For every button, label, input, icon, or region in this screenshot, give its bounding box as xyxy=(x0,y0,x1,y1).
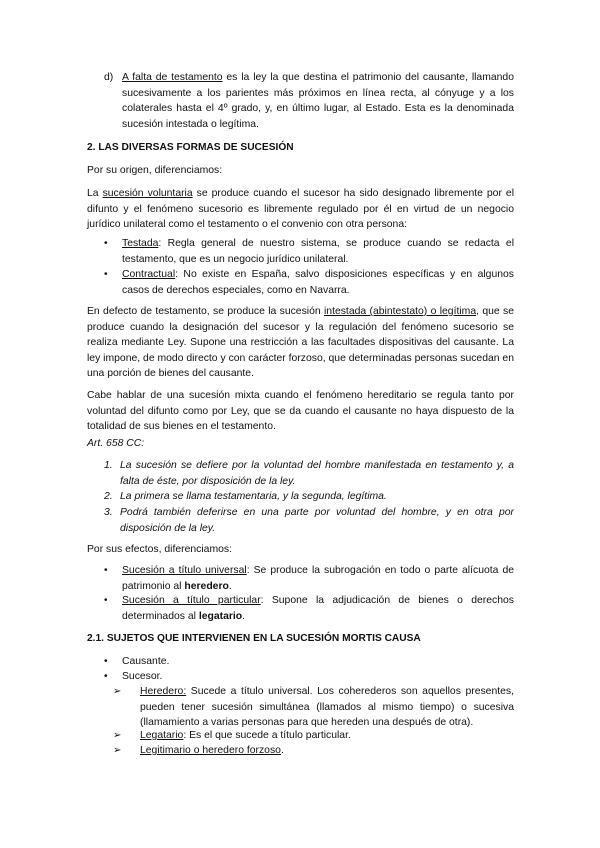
bullet-icon: • xyxy=(104,565,108,576)
paragraph-voluntaria: La sucesión voluntaria se produce cuando el sucesor ha sido designado libremente por el difunto y el fenómeno sucesorio es libremente regulado por él en virtud de un negocio jurídico unilateral como el testamento o el convenio con otra persona: xyxy=(87,188,515,231)
bullet-icon: • xyxy=(104,269,108,280)
bullet-item: • Causante. xyxy=(104,654,514,670)
numbered-item: 3. Podrá también deferirse en una parte por voluntad del hombre, y en otra por disposición de la ley. xyxy=(104,507,514,534)
bullet-icon: • xyxy=(104,671,108,682)
bullet-icon: • xyxy=(104,656,108,667)
paragraph-origen: Por su origen, diferenciamos: xyxy=(87,165,223,176)
sub-item: ➢ Heredero: Sucede a título universal. Los coherederos son aquellos presentes, pueden tener sucesión simultánea (llamados al mismo tiempo) o sucesiva (llamamiento a varias personas para que hereden una después de otra). xyxy=(113,686,514,729)
bullet-item: • Testada: Regla general de nuestro sistema, se produce cuando se redacta el testamento, que es un negocio jurídico unilateral. xyxy=(104,238,514,265)
bullet-item: • Sucesor. xyxy=(104,669,514,685)
section-heading-2: 2. LAS DIVERSAS FORMAS DE SUCESIÓN xyxy=(87,142,294,153)
bullet-icon: • xyxy=(104,595,108,606)
paragraph-efectos: Por sus efectos, diferenciamos: xyxy=(87,544,232,555)
paragraph-mixta: Cabe hablar de una sucesión mixta cuando el fenómeno hereditario se regula tanto por voluntad del difunto como por Ley, que se da cuando el causante no haya dispuesto de la totalidad de sus bienes en el testamento. xyxy=(87,390,514,433)
numbered-item: 1. La sucesión se defiere por la voluntad del hombre manifestada en testamento y, a falta de éste, por disposición de la ley. xyxy=(104,460,514,487)
bullet-icon: • xyxy=(104,238,108,249)
bullet-item: • Sucesión a título universal: Se produce la subrogación en todo o parte alícuota de patrimonio al heredero. xyxy=(104,565,515,592)
section-heading-2-1: 2.1. SUJETOS QUE INTERVIENEN EN LA SUCESIÓN MORTIS CAUSA xyxy=(87,633,421,644)
article-reference: Art. 658 CC: xyxy=(87,438,145,449)
sub-item: ➢ Legatario: Es el que sucede a título particular. xyxy=(113,728,514,744)
sub-item: ➢ Legitimario o heredero forzoso. xyxy=(113,743,514,759)
list-label: d) xyxy=(104,72,114,83)
numbered-item: 2. La primera se llama testamentaria, y la segunda, legítima. xyxy=(104,491,387,502)
arrow-bullet-icon: ➢ xyxy=(113,686,122,697)
list-item-text: A falta de testamento es la ley la que destina el patrimonio del causante, llamando sucesivamente a los parientes más próximos en línea recta, al cónyuge y a los colaterales hasta el 4º grado, y, en último lugar, al Estado. Esta es la denominada sucesión intestada o legítima. xyxy=(122,72,514,130)
bullet-item: • Sucesión a título particular: Supone la adjudicación de bienes o derechos determinados al legatario. xyxy=(104,595,514,622)
bullet-item: • Contractual: No existe en España, salvo disposiciones específicas y en algunos casos de derechos especiales, como en Navarra. xyxy=(104,269,514,296)
list-item-d xyxy=(104,70,514,132)
arrow-bullet-icon: ➢ xyxy=(113,745,122,756)
paragraph-defecto: En defecto de testamento, se produce la sucesión intestada (abintestato) o legítima, que se produce cuando la designación del sucesor y la regulación del fenómeno sucesorio se realiza mediante Ley. Supone una restricción a las facultades dispositivas del causante. La ley impone, de modo directo y con carácter forzoso, que determinadas personas sucedan en una porción de bienes del causante. xyxy=(87,306,514,380)
arrow-bullet-icon: ➢ xyxy=(113,730,122,741)
